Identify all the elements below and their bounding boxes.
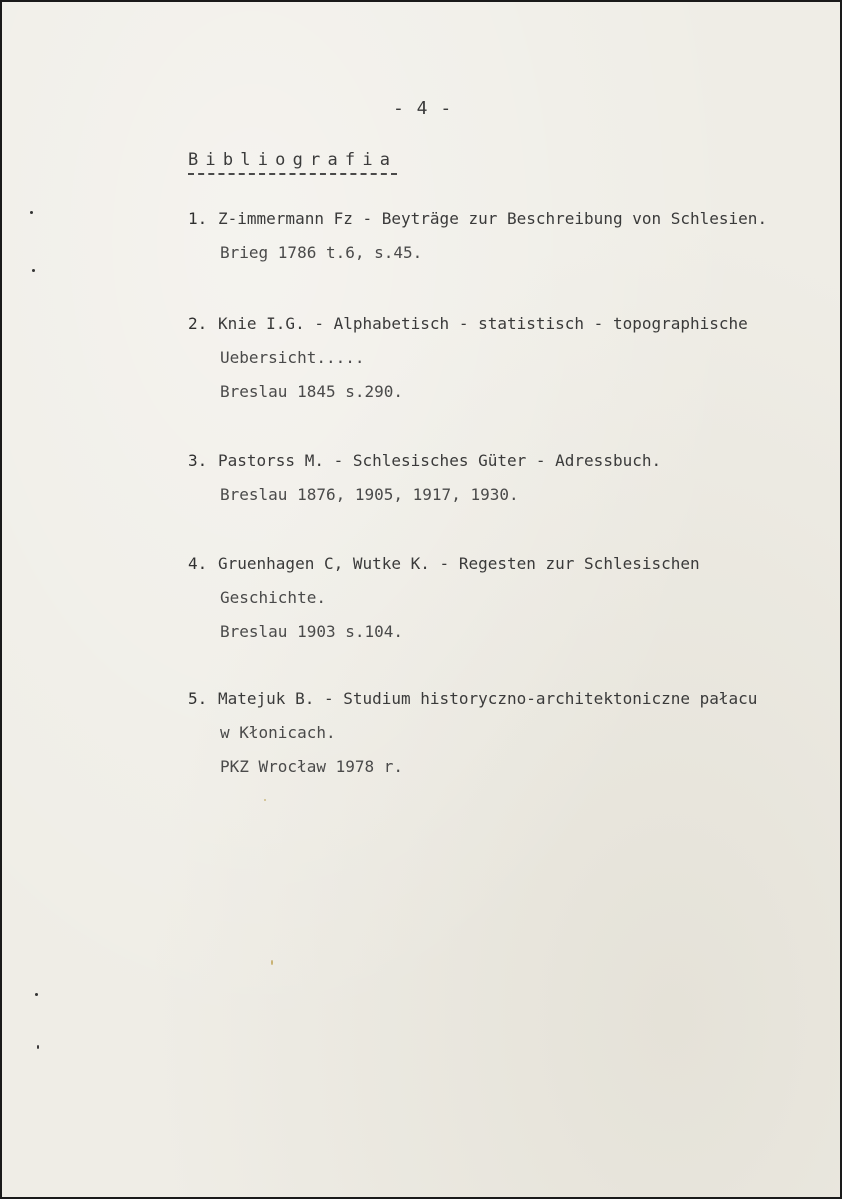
- bibliography-entry-2: [188, 307, 808, 409]
- bibliography-entry-3: [188, 444, 808, 512]
- entry-line: Breslau 1845 s.290.: [220, 382, 404, 401]
- entry-text: Knie I.G. - Alphabetisch - statistisch - topographische: [218, 314, 748, 333]
- entry-line: Geschichte.: [220, 588, 326, 607]
- entry-number: 3.: [188, 451, 208, 470]
- entry-line: Brieg 1786 t.6, s.45.: [220, 243, 423, 262]
- entry-number: 2.: [188, 314, 208, 333]
- entry-first-line: [188, 307, 808, 341]
- entry-text: Pastorss M. - Schlesisches Güter - Adressbuch.: [218, 451, 662, 470]
- bibliography-entry-5: [188, 682, 808, 784]
- bibliography-entry-4: [188, 547, 808, 649]
- entry-first-line: [188, 682, 808, 716]
- entry-text: Matejuk B. - Studium historyczno-architektoniczne pałacu: [218, 689, 758, 708]
- entry-first-line: [188, 202, 808, 236]
- paper-speck: [30, 211, 33, 214]
- bibliography-entry-1: [188, 202, 808, 270]
- paper-speck: [37, 1045, 39, 1049]
- entry-first-line: [188, 444, 808, 478]
- entry-first-line: [188, 547, 808, 581]
- paper-speck: [271, 960, 273, 965]
- section-heading: Bibliografia: [188, 150, 397, 175]
- entry-number: 1.: [188, 209, 208, 228]
- entry-line: PKZ Wrocław 1978 r.: [220, 757, 404, 776]
- entry-line: Uebersicht.....: [220, 348, 365, 367]
- entry-text: Gruenhagen C, Wutke K. - Regesten zur Schlesischen: [218, 554, 700, 573]
- entry-number: 5.: [188, 689, 208, 708]
- paper-speck: [35, 993, 38, 996]
- entry-text: Z-immermann Fz - Beyträge zur Beschreibung von Schlesien.: [218, 209, 768, 228]
- page-number: - 4 -: [393, 98, 453, 119]
- entry-line: Breslau 1903 s.104.: [220, 622, 404, 641]
- paper-speck: [264, 799, 266, 801]
- entry-line: Breslau 1876, 1905, 1917, 1930.: [220, 485, 519, 504]
- entry-line: w Kłonicach.: [220, 723, 336, 742]
- entry-number: 4.: [188, 554, 208, 573]
- paper-speck: [32, 269, 35, 272]
